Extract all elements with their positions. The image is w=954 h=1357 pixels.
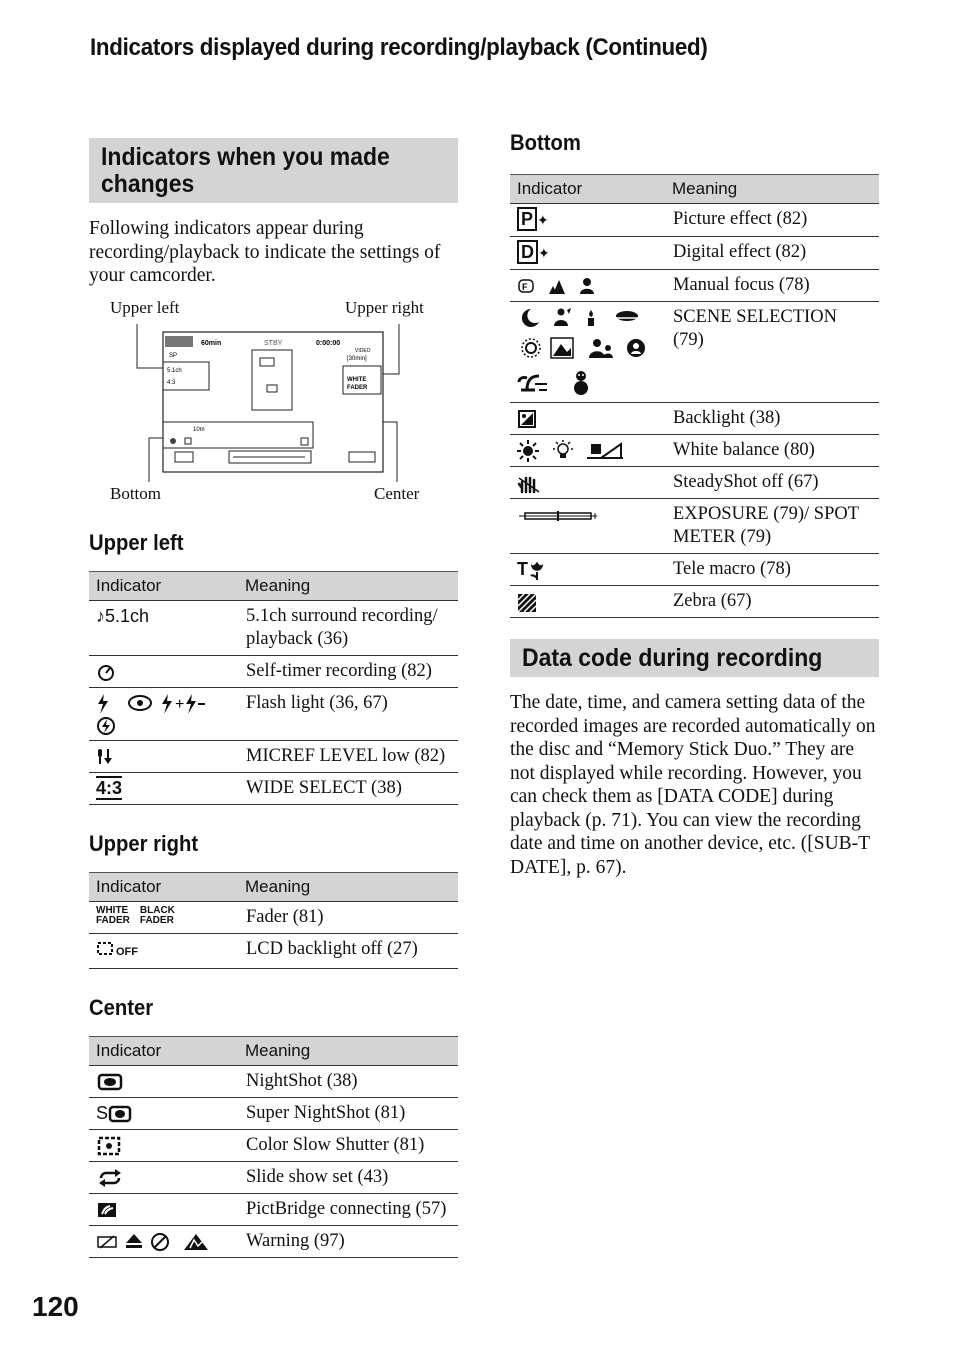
color-slow-shutter-icon <box>96 1136 122 1156</box>
digital-effect-icon: D <box>517 240 538 264</box>
table-row: Zebra (67) <box>510 586 879 618</box>
heading-bottom: Bottom <box>510 130 581 155</box>
table-row: T Tele macro (78) <box>510 554 879 586</box>
svg-text:F: F <box>522 282 528 293</box>
nightshot-icon <box>96 1073 124 1091</box>
col-indicator: Indicator <box>89 872 238 901</box>
super-nightshot-icon: S <box>96 1103 132 1123</box>
screen-spot: 10m <box>193 426 205 433</box>
screen-aspect: 4:3 <box>167 379 176 386</box>
section-title-data-code: Data code during recording <box>510 639 879 677</box>
table-row: PictBridge connecting (57) <box>89 1193 458 1225</box>
scene-selection-icons <box>517 306 647 398</box>
table-upper-right <box>89 872 458 969</box>
table-row: F Manual focus (78) <box>510 270 879 302</box>
zebra-icon <box>517 593 537 613</box>
table-upper-left <box>89 571 458 805</box>
table-row: White balance (80) <box>510 435 879 467</box>
steadyshot-off-icon <box>517 474 541 494</box>
intro-paragraph: Following indicators appear during recording/playback to indicate the settings of your camcorder. <box>89 218 441 286</box>
diagram-label-upper-left: Upper left <box>110 297 180 317</box>
running-head-title: Indicators displayed during recording/playback (Continued) <box>90 34 708 61</box>
backlight-icon <box>517 409 537 429</box>
col-indicator: Indicator <box>89 1036 238 1065</box>
screen-diagram <box>89 298 458 508</box>
table-row: + Flash light (36, 67) <box>89 687 458 740</box>
table-row: Color Slow Shutter (81) <box>89 1129 458 1161</box>
black-fader-icon: BLACK FADER <box>139 904 175 926</box>
data-code-paragraph: The date, time, and camera setting data of the recorded images are recorded automatically on the disc and “Memory Stick Duo.” They are not displayed while recording. However, you can check them as [DATA CODE] during playback (p. 71). You can view the recording date and time on another device, etc. ([SUB-T DATE], p. 67). <box>510 692 876 878</box>
white-balance-icons <box>517 440 627 462</box>
diagram-label-center: Center <box>374 483 420 503</box>
table-row: S Super NightShot (81) <box>89 1097 458 1129</box>
table-row: Backlight (38) <box>510 403 879 435</box>
screen-counter: 0:00:00 <box>316 339 341 347</box>
micref-low-icon <box>96 747 118 767</box>
wide-select-icon: 4:3 <box>96 777 123 798</box>
svg-text:+: + <box>175 695 185 713</box>
heading-center: Center <box>89 994 154 1020</box>
col-meaning: Meaning <box>238 571 458 600</box>
table-row: OFF LCD backlight off (27) <box>89 933 458 968</box>
table-row: D ✦ Digital effect (82) <box>510 237 879 270</box>
lcd-screen-illustration <box>89 298 458 508</box>
slide-show-icon <box>96 1169 124 1187</box>
lcd-backlight-off-icon <box>96 941 116 959</box>
screen-fader-bottom: FADER <box>347 384 368 391</box>
exposure-spot-meter-icon <box>517 509 601 523</box>
section-title-changes: Indicators when you made changes <box>89 138 458 203</box>
screen-mode: SP <box>169 352 178 359</box>
table-row: SCENE SELECTION (79) <box>510 302 879 403</box>
screen-surround: 5.1ch <box>167 367 182 374</box>
manual-focus-icons <box>517 276 607 296</box>
table-row: EXPOSURE (79)/ SPOT METER (79) <box>510 499 879 554</box>
col-indicator: Indicator <box>89 571 238 600</box>
table-center <box>89 1036 458 1258</box>
col-meaning: Meaning <box>238 872 458 901</box>
screen-fader-top: WHITE <box>347 376 367 383</box>
diagram-label-bottom: Bottom <box>110 483 162 503</box>
col-indicator: Indicator <box>510 175 665 204</box>
col-meaning: Meaning <box>665 175 879 204</box>
screen-disc-time: [30min] <box>347 355 367 362</box>
screen-video: VIDEO <box>355 347 371 354</box>
table-row: NightShot (38) <box>89 1065 458 1097</box>
table-row: Warning (97) <box>89 1225 458 1257</box>
warning-icons <box>96 1232 216 1252</box>
table-row: ♪5.1ch 5.1ch surround recording/ playback (36) <box>89 600 458 655</box>
table-row: WHITE FADERBLACK FADER Fader (81) <box>89 901 458 933</box>
table-row: 4:3 WIDE SELECT (38) <box>89 772 458 804</box>
screen-remaining: 60min <box>201 339 222 347</box>
right-column <box>510 130 879 879</box>
left-column <box>89 138 458 1258</box>
pictbridge-icon <box>96 1201 118 1219</box>
table-row: Slide show set (43) <box>89 1161 458 1193</box>
tele-macro-icon: T <box>517 559 546 579</box>
white-fader-icon: WHITE FADER <box>96 904 130 926</box>
diagram-label-upper-right: Upper right <box>345 297 424 317</box>
heading-upper-left: Upper left <box>89 529 184 555</box>
heading-upper-right: Upper right <box>89 830 199 856</box>
table-bottom <box>510 174 879 618</box>
col-meaning: Meaning <box>238 1036 458 1065</box>
table-row: P ✦ Picture effect (82) <box>510 204 879 237</box>
table-row: Self-timer recording (82) <box>89 655 458 687</box>
self-timer-icon <box>96 662 116 682</box>
table-row: SteadyShot off (67) <box>510 467 879 499</box>
table-row: MICREF LEVEL low (82) <box>89 740 458 772</box>
surround-5-1ch-icon: ♪5.1ch <box>96 605 150 626</box>
flash-light-icons <box>96 692 206 736</box>
picture-effect-icon: P <box>517 207 537 231</box>
page-number: 120 <box>32 1291 79 1322</box>
screen-status: STBY <box>264 339 283 347</box>
